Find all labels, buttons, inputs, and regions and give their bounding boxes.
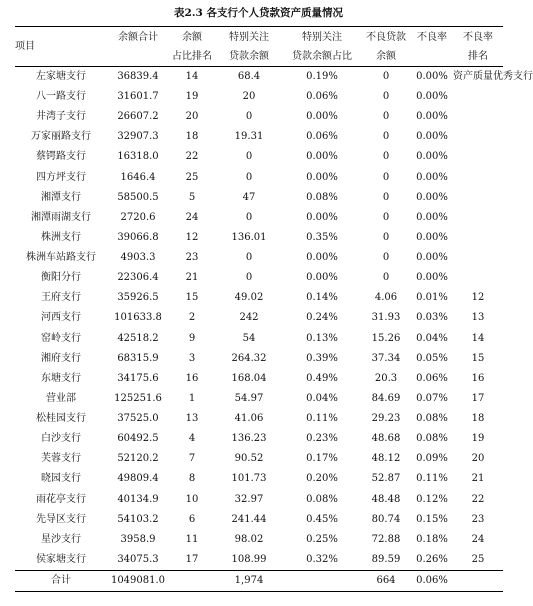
value-cell: 0: [382, 231, 390, 243]
rank-cell: 21: [471, 473, 485, 485]
value-cell: 31.93: [371, 312, 401, 324]
table-row: [15, 288, 503, 308]
value-cell: 0.06%: [416, 372, 448, 384]
value-cell: 84.69: [371, 392, 401, 404]
header-cell: [411, 27, 453, 67]
value-cell: 101633.8: [114, 312, 162, 324]
branch-name-cell: 井湾子支行: [36, 111, 86, 123]
table-row: [15, 248, 503, 268]
value-cell: 0.26%: [416, 553, 448, 565]
value-cell: 136.01: [231, 231, 267, 243]
value-cell: 48.68: [371, 433, 401, 445]
value-cell: 10: [185, 493, 199, 505]
table-row: [15, 188, 503, 208]
header-cell: [453, 27, 503, 67]
value-cell: 0: [382, 171, 390, 183]
value-cell: 0.04%: [306, 392, 338, 404]
value-cell: 0: [382, 71, 390, 82]
table-row: [15, 490, 503, 510]
value-cell: 4: [188, 433, 196, 445]
table-row: [15, 469, 503, 489]
header-text: 贷款余额: [229, 50, 269, 62]
value-cell: 1646.4: [120, 171, 156, 183]
value-cell: 26607.2: [117, 111, 159, 123]
branch-name-cell: 东塘支行: [41, 372, 81, 384]
loan-quality-table: [15, 26, 533, 592]
header-row: [15, 27, 503, 67]
header-text: 不良率: [417, 31, 447, 43]
value-cell: 8: [188, 473, 196, 485]
value-cell: 0.07%: [416, 392, 448, 404]
value-cell: 0: [382, 111, 390, 123]
branch-name-cell: 湘潭雨湖支行: [31, 211, 91, 223]
header-text: 不良贷款: [366, 31, 406, 43]
total-value: [453, 570, 503, 591]
table-row: [15, 530, 503, 550]
header-cell: [107, 27, 169, 67]
value-cell: 3: [188, 352, 196, 364]
value-cell: 0.00%: [306, 151, 338, 163]
value-cell: 2: [188, 312, 196, 324]
value-cell: 0: [382, 91, 390, 103]
value-cell: 72.88: [371, 533, 401, 545]
value-cell: 52.87: [371, 473, 401, 485]
value-cell: 241.44: [231, 513, 267, 525]
value-cell: 0.35%: [306, 231, 338, 243]
header-text: 余额合计: [118, 31, 158, 43]
value-cell: 0.00%: [306, 111, 338, 123]
value-cell: 0: [245, 272, 253, 284]
value-cell: 0.00%: [416, 211, 448, 223]
value-cell: 0.08%: [306, 493, 338, 505]
rank-cell: 14: [471, 332, 485, 344]
rank-cell: 17: [471, 392, 485, 404]
rank-cell: 15: [471, 352, 485, 364]
branch-name-cell: 四方坪支行: [36, 171, 86, 183]
value-cell: 0: [382, 272, 390, 284]
value-cell: 29.23: [371, 413, 401, 425]
rank-cell: 13: [471, 312, 485, 324]
value-cell: 0.03%: [416, 312, 448, 324]
value-cell: 48.48: [371, 493, 401, 505]
value-cell: 47: [242, 191, 256, 203]
value-cell: 22306.4: [117, 272, 159, 284]
branch-name-cell: 湘府支行: [41, 352, 81, 364]
value-cell: 0.00%: [416, 91, 448, 103]
table-row: [15, 510, 503, 530]
value-cell: 0.00%: [306, 252, 338, 264]
value-cell: 18: [185, 131, 199, 143]
branch-name-cell: 万家丽路支行: [31, 131, 91, 143]
value-cell: 7: [188, 453, 196, 465]
table-row: [15, 67, 503, 88]
value-cell: 0.13%: [306, 332, 338, 344]
value-cell: 0.06%: [306, 91, 338, 103]
header-cell: [215, 27, 283, 67]
value-cell: 0.23%: [306, 433, 338, 445]
table-row: [15, 107, 503, 127]
value-cell: 54: [242, 332, 256, 344]
total-value: [283, 570, 361, 591]
value-cell: 0: [245, 211, 253, 223]
value-cell: 0.45%: [306, 513, 338, 525]
table-row: [15, 147, 503, 167]
value-cell: 20.3: [374, 372, 398, 384]
value-cell: 0.17%: [306, 453, 338, 465]
branch-name-cell: 湘潭支行: [41, 191, 81, 203]
value-cell: 49.02: [234, 292, 264, 304]
value-cell: 0.00%: [416, 71, 448, 82]
value-cell: 23: [185, 252, 199, 264]
value-cell: 34175.6: [117, 372, 159, 384]
header-text: 余额: [182, 31, 202, 43]
value-cell: 0.25%: [306, 533, 338, 545]
value-cell: 0.18%: [416, 533, 448, 545]
value-cell: 5: [188, 191, 196, 203]
value-cell: 0: [245, 151, 253, 163]
value-cell: 32907.3: [117, 131, 159, 143]
value-cell: 19.31: [234, 131, 264, 143]
header-text: [107, 47, 169, 66]
value-cell: 11: [185, 533, 199, 545]
branch-name-cell: 左家塘支行: [36, 71, 86, 82]
value-cell: 0.12%: [416, 493, 448, 505]
table-row: [15, 349, 503, 369]
branch-name-cell: 营业部: [46, 392, 76, 404]
value-cell: 68315.9: [117, 352, 159, 364]
table-row: [15, 550, 503, 571]
value-cell: 0.00%: [306, 272, 338, 284]
value-cell: 22: [185, 151, 199, 163]
value-cell: 16318.0: [117, 151, 159, 163]
value-cell: 20: [242, 91, 256, 103]
value-cell: 0.15%: [416, 513, 448, 525]
branch-name-cell: 芙蓉支行: [41, 453, 81, 465]
value-cell: 0.24%: [306, 312, 338, 324]
value-cell: 0.00%: [416, 231, 448, 243]
value-cell: 168.04: [231, 372, 267, 384]
value-cell: 136.23: [231, 433, 267, 445]
value-cell: 37.34: [371, 352, 401, 364]
value-cell: 0.08%: [306, 191, 338, 203]
value-cell: 242: [239, 312, 259, 324]
value-cell: 0.00%: [416, 151, 448, 163]
branch-name-cell: 王府支行: [41, 292, 81, 304]
header-text: 特别关注: [302, 31, 342, 43]
branch-name-cell: 蔡锷路支行: [36, 151, 86, 163]
branch-name-cell: 晓园支行: [41, 473, 81, 485]
value-cell: 0: [382, 151, 390, 163]
value-cell: 0.00%: [416, 252, 448, 264]
value-cell: 68.4: [237, 71, 261, 82]
value-cell: 0.00%: [306, 211, 338, 223]
value-cell: 39066.8: [117, 231, 159, 243]
value-cell: 16: [185, 372, 199, 384]
header-text: 余额: [376, 50, 396, 62]
value-cell: 0.11%: [416, 473, 448, 485]
table-row: [15, 369, 503, 389]
header-cell: [169, 27, 215, 67]
value-cell: 20: [185, 111, 199, 123]
value-cell: 31601.7: [117, 91, 159, 103]
value-cell: 35926.5: [117, 292, 159, 304]
table-row: [15, 127, 503, 147]
value-cell: 0.11%: [306, 413, 338, 425]
branch-name-cell: 雨花亭支行: [36, 493, 86, 505]
branch-name-cell: 侯家塘支行: [36, 553, 86, 565]
total-value: [169, 570, 215, 591]
header-text: [411, 47, 453, 66]
rank-cell: 23: [471, 513, 485, 525]
rank-cell: 12: [471, 292, 485, 304]
value-cell: 6: [188, 513, 196, 525]
value-cell: 0.49%: [306, 372, 338, 384]
value-cell: 48.12: [371, 453, 401, 465]
value-cell: 49809.4: [117, 473, 159, 485]
value-cell: 34075.3: [117, 553, 159, 565]
value-cell: 80.74: [371, 513, 401, 525]
value-cell: 0.00%: [416, 191, 448, 203]
value-cell: 15: [185, 292, 199, 304]
table-row: [15, 389, 503, 409]
value-cell: 1: [188, 392, 196, 404]
table-row: [15, 308, 503, 328]
value-cell: 90.52: [234, 453, 264, 465]
rank-cell: 19: [471, 433, 485, 445]
value-cell: 36839.4: [117, 71, 159, 82]
value-cell: 108.99: [231, 553, 267, 565]
branch-name-cell: 河西支行: [41, 312, 81, 324]
total-value: 664: [361, 570, 411, 591]
value-cell: 24: [185, 211, 199, 223]
value-cell: 0.00%: [416, 131, 448, 143]
value-cell: 89.59: [371, 553, 401, 565]
value-cell: 0.00%: [306, 171, 338, 183]
value-cell: 0: [382, 191, 390, 203]
value-cell: 0.08%: [416, 433, 448, 445]
value-cell: 4903.3: [120, 252, 156, 264]
value-cell: 14: [185, 71, 199, 82]
table-row: [15, 268, 503, 288]
value-cell: 9: [188, 332, 196, 344]
value-cell: 0.39%: [306, 352, 338, 364]
table-row: [15, 208, 503, 228]
table-body: [15, 67, 533, 592]
value-cell: 0.05%: [416, 352, 448, 364]
value-cell: 0: [382, 131, 390, 143]
value-cell: 0: [245, 171, 253, 183]
branch-name-cell: 窑岭支行: [41, 332, 81, 344]
value-cell: 264.32: [231, 352, 267, 364]
total-value: 0.06%: [411, 570, 453, 591]
branch-name-cell: 株洲支行: [41, 231, 81, 243]
value-cell: 19: [185, 91, 199, 103]
table-row: [15, 409, 503, 429]
value-cell: 0.00%: [416, 111, 448, 123]
rank-cell: 22: [471, 493, 485, 505]
value-cell: 58500.5: [117, 191, 159, 203]
value-cell: 125251.6: [114, 392, 162, 404]
value-cell: 0.32%: [306, 553, 338, 565]
branch-name-cell: 衡阳分行: [41, 272, 81, 284]
branch-name-cell: 松桂园支行: [36, 413, 86, 425]
rank-cell: 25: [471, 553, 485, 565]
branch-name-cell: 星沙支行: [41, 533, 81, 545]
value-cell: 32.97: [234, 493, 264, 505]
value-cell: 0.20%: [306, 473, 338, 485]
rank-cell: 16: [471, 372, 485, 384]
header-text: 占比排名: [172, 50, 212, 62]
branch-name-cell: 株洲车站路支行: [26, 252, 96, 264]
table-row: [15, 449, 503, 469]
value-cell: 4.06: [374, 292, 398, 304]
header-text: 贷款余额占比: [292, 50, 352, 62]
value-cell: 60492.5: [117, 433, 159, 445]
value-cell: 0.08%: [416, 413, 448, 425]
header-text: 特别关注: [229, 31, 269, 43]
value-cell: 21: [185, 272, 199, 284]
branch-name-cell: 白沙支行: [41, 433, 81, 445]
excellent-quality-note: 资产质量优秀支行: [453, 71, 533, 82]
header-cell: [15, 27, 107, 67]
value-cell: 0.19%: [306, 71, 338, 82]
value-cell: 0: [245, 111, 253, 123]
value-cell: 37525.0: [117, 413, 159, 425]
table-row: [15, 228, 503, 248]
value-cell: 0.04%: [416, 332, 448, 344]
table-row: [15, 87, 503, 107]
value-cell: 54.97: [234, 392, 264, 404]
value-cell: 0.01%: [416, 292, 448, 304]
header-text: 不良率: [463, 31, 493, 43]
rank-cell: 20: [471, 453, 485, 465]
value-cell: 0.06%: [306, 131, 338, 143]
value-cell: 0.00%: [416, 272, 448, 284]
rank-cell: 18: [471, 413, 485, 425]
value-cell: 101.73: [231, 473, 267, 485]
table-row: [15, 168, 503, 188]
value-cell: 52120.2: [117, 453, 159, 465]
value-cell: 0: [382, 252, 390, 264]
value-cell: 54103.2: [117, 513, 159, 525]
value-cell: 13: [185, 413, 199, 425]
table-row: [15, 329, 503, 349]
value-cell: 41.06: [234, 413, 264, 425]
value-cell: 0.14%: [306, 292, 338, 304]
header-cell: [283, 27, 361, 67]
header-text: 项目: [15, 41, 35, 52]
branch-name-cell: 先导区支行: [36, 513, 86, 525]
value-cell: 0.00%: [416, 171, 448, 183]
table-row: [15, 429, 503, 449]
value-cell: 17: [185, 553, 199, 565]
value-cell: 3958.9: [120, 533, 156, 545]
value-cell: 0: [245, 252, 253, 264]
value-cell: 25: [185, 171, 199, 183]
rank-cell: 24: [471, 533, 485, 545]
total-label: 合计: [15, 570, 107, 591]
value-cell: 15.26: [371, 332, 401, 344]
value-cell: 12: [185, 231, 199, 243]
value-cell: 0: [382, 211, 390, 223]
value-cell: 40134.9: [117, 493, 159, 505]
value-cell: 0.09%: [416, 453, 448, 465]
table-title: 表2.3 各支行个人贷款资产质量情况: [174, 7, 343, 19]
value-cell: 42518.2: [117, 332, 159, 344]
header-text: 排名: [468, 50, 488, 62]
value-cell: 2720.6: [120, 211, 156, 223]
total-value: 1049081.0: [107, 570, 169, 591]
header-cell: [361, 27, 411, 67]
branch-name-cell: 八一路支行: [36, 91, 86, 103]
value-cell: 98.02: [234, 533, 264, 545]
total-value: 1,974: [215, 570, 283, 591]
total-row: [15, 570, 503, 591]
